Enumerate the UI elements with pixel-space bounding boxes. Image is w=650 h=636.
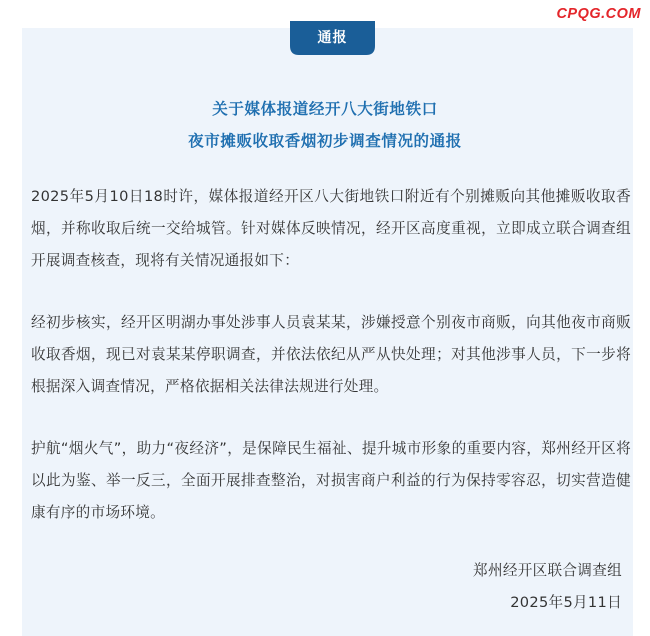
tag-label: 通报 (317, 30, 348, 46)
signature-date: 2025年5月11日 (510, 594, 622, 611)
paragraph-intro: 2025年5月10日18时许，媒体报道经开区八大街地铁口附近有个别摊贩向其他摊贩收取香烟，并称收取后统一交给城管。针对媒体反映情况，经开区高度重视，立即成立联合调查组开展调查核查，现将有关情况通报如下： (31, 188, 631, 269)
notice-title-line1: 关于媒体报道经开八大街地铁口 (212, 100, 438, 118)
notice-title-line2: 夜市摊贩收取香烟初步调查情况的通报 (188, 132, 462, 150)
paragraph-findings: 经初步核实，经开区明湖办事处涉事人员袁某某，涉嫌授意个别夜市商贩，向其他夜市商贩收取香烟，现已对袁某某停职调查，并依法依纪从严从快处理；对其他涉事人员，下一步将根据深入调查情况，严格依据相关法律法规进行处理。 (31, 314, 631, 395)
signature-org: 郑州经开区联合调查组 (473, 562, 622, 579)
notice-tag (290, 21, 375, 55)
site-watermark: CPQG.COM (556, 6, 641, 22)
paragraph-conclusion: 护航“烟火气”，助力“夜经济”，是保障民生福祉、提升城市形象的重要内容，郑州经开区将以此为鉴、举一反三，全面开展排查整治，对损害商户利益的行为保持零容忍，切实营造健康有序的市场环境。 (31, 440, 631, 521)
